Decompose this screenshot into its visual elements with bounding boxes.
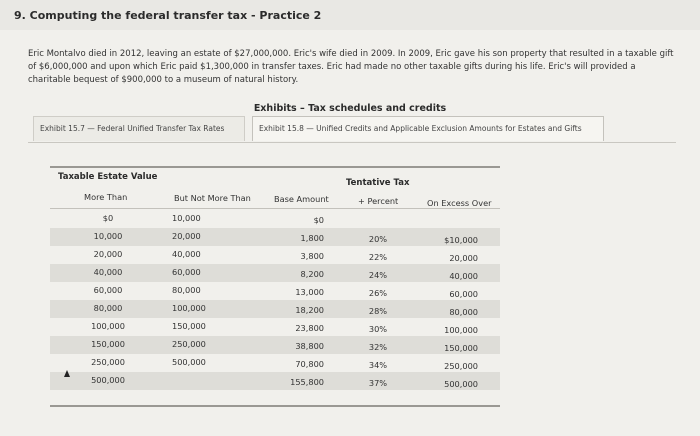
cell-percent: 37% <box>368 378 388 388</box>
cell-base-amount: 23,800 <box>295 323 324 333</box>
table-row <box>50 264 500 282</box>
cell-not-more-than: 20,000 <box>172 231 201 241</box>
cell-not-more-than: 60,000 <box>172 267 201 277</box>
cell-more-than: 150,000 <box>91 339 125 349</box>
cell-percent: 28% <box>368 306 388 316</box>
cell-percent: 32% <box>368 342 388 352</box>
table-row <box>50 210 500 228</box>
header-but-not-more-than: But Not More Than <box>174 193 251 203</box>
tab-exhibit-15-8[interactable]: Exhibit 15.8 — Unified Credits and Applicable Exclusion Amounts for Estates and Gifts <box>252 116 604 141</box>
cell-base-amount: 155,800 <box>290 377 324 387</box>
table-bottom-rule <box>50 405 500 407</box>
cell-excess-over: $10,000 <box>444 235 478 245</box>
table-row <box>50 228 500 246</box>
cell-excess-over: 100,000 <box>444 325 478 335</box>
caption-taxable-estate-value: Taxable Estate Value <box>58 172 158 182</box>
cell-base-amount: 13,000 <box>295 287 324 297</box>
cell-not-more-than: 150,000 <box>172 321 206 331</box>
table-row <box>50 372 500 390</box>
cell-percent: 26% <box>368 288 388 298</box>
cell-percent: 22% <box>368 252 388 262</box>
cell-more-than: 500,000 <box>91 375 125 385</box>
caption-tentative-tax: Tentative Tax <box>346 178 410 188</box>
cell-more-than: 80,000 <box>93 303 123 313</box>
cell-excess-over: 500,000 <box>444 379 478 389</box>
table-row <box>50 282 500 300</box>
table-row <box>50 354 500 372</box>
exhibits-title: Exhibits – Tax schedules and credits <box>253 103 447 114</box>
cell-percent: 30% <box>368 324 388 334</box>
cell-more-than: 100,000 <box>91 321 125 331</box>
cell-not-more-than: 100,000 <box>172 303 206 313</box>
question-heading: 9. Computing the federal transfer tax - Practice 2 <box>14 9 322 22</box>
cell-more-than: 40,000 <box>93 267 123 277</box>
header-on-excess-over: On Excess Over <box>427 198 492 208</box>
cell-base-amount: 1,800 <box>300 233 324 243</box>
cell-excess-over: 20,000 <box>449 253 478 263</box>
cell-not-more-than: 80,000 <box>172 285 201 295</box>
tax-rate-table <box>50 166 500 389</box>
cell-more-than: 20,000 <box>93 249 123 259</box>
cell-percent: 34% <box>368 360 388 370</box>
cell-percent: 20% <box>368 234 388 244</box>
header-more-than: More Than <box>84 192 128 202</box>
cell-base-amount: 8,200 <box>300 269 324 279</box>
cell-more-than: 250,000 <box>91 357 125 367</box>
cell-base-amount: 70,800 <box>295 359 324 369</box>
exhibit-tabs <box>28 116 676 143</box>
table-row <box>50 300 500 318</box>
cell-excess-over: 80,000 <box>449 307 478 317</box>
header-rule <box>50 208 500 209</box>
cell-percent: 24% <box>368 270 388 280</box>
cell-more-than: $0 <box>102 213 114 223</box>
cell-more-than: 60,000 <box>93 285 123 295</box>
table-row <box>50 336 500 354</box>
problem-text: Eric Montalvo died in 2012, leaving an estate of $27,000,000. Eric's wife died in 2009. In 2009, Eric gave his son property that resulted in a taxable gift of $6,000,000 and upon which Eric paid $1,300,000 in transfer taxes. Eric had made no other taxable gifts during his life. Eric's will provided a charitable bequest of $900,000 to a museum of natural history. <box>28 49 674 85</box>
cell-more-than: 10,000 <box>93 231 123 241</box>
mouse-cursor-icon <box>64 370 70 377</box>
cell-base-amount: 3,800 <box>300 251 324 261</box>
header-percent: + Percent <box>358 196 399 206</box>
cell-excess-over: 40,000 <box>449 271 478 281</box>
tab-exhibit-15-7[interactable]: Exhibit 15.7 — Federal Unified Transfer Tax Rates <box>33 116 245 141</box>
cell-excess-over: 150,000 <box>444 343 478 353</box>
header-base-amount: Base Amount <box>274 194 329 204</box>
cell-not-more-than: 10,000 <box>172 213 201 223</box>
cell-not-more-than: 250,000 <box>172 339 206 349</box>
cell-not-more-than: 500,000 <box>172 357 206 367</box>
cell-excess-over: 250,000 <box>444 361 478 371</box>
cell-base-amount: 38,800 <box>295 341 324 351</box>
cell-base-amount: $0 <box>313 215 324 225</box>
cell-base-amount: 18,200 <box>295 305 324 315</box>
cell-excess-over: 60,000 <box>449 289 478 299</box>
table-row <box>50 246 500 264</box>
cell-not-more-than: 40,000 <box>172 249 201 259</box>
table-row <box>50 318 500 336</box>
